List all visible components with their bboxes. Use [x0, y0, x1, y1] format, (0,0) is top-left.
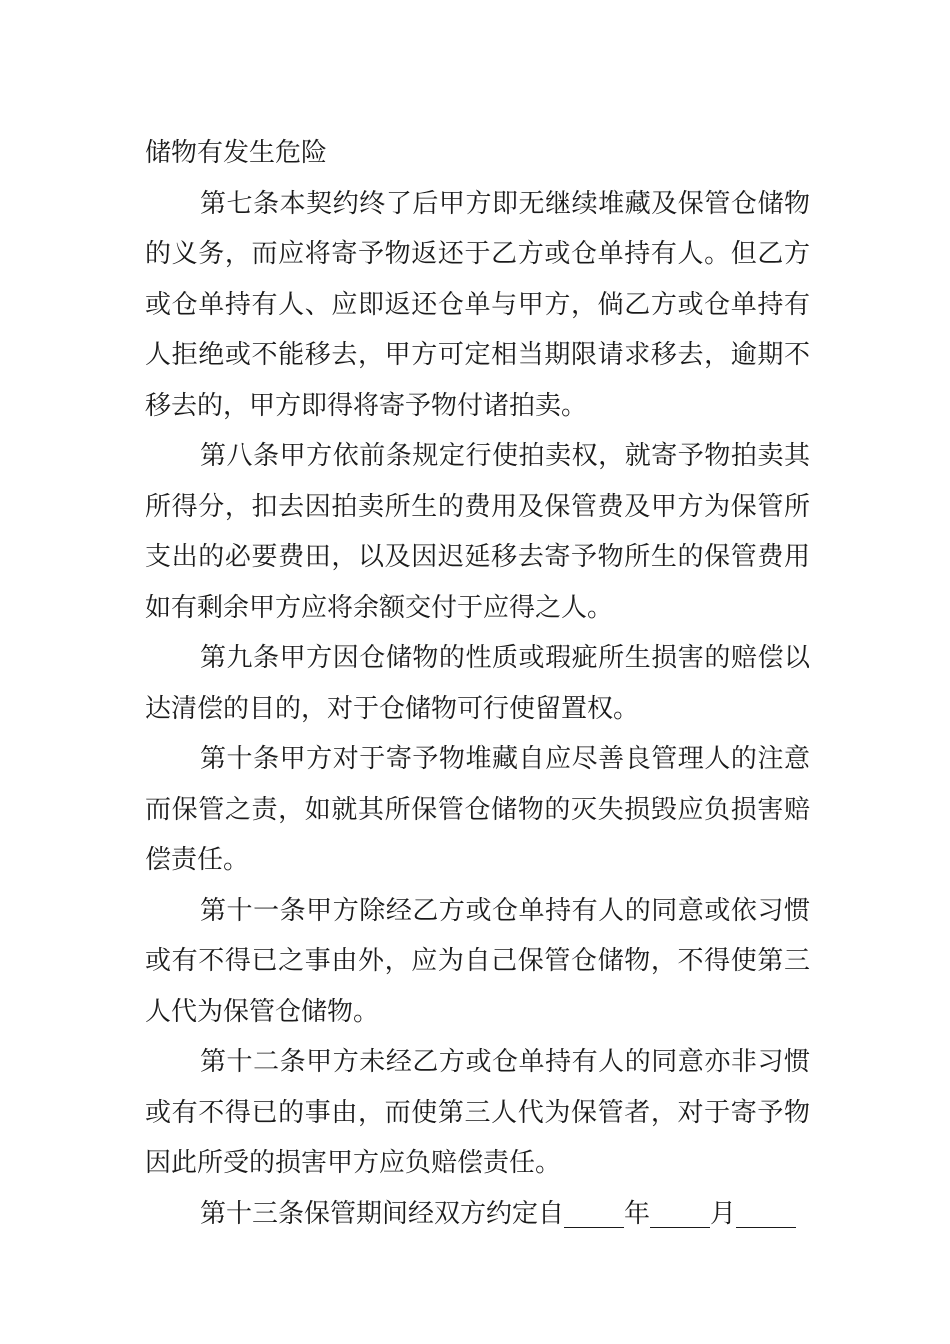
text-line: 人代为保管仓储物。 — [145, 996, 380, 1027]
paragraph-article-13 — [145, 1189, 810, 1240]
text-line: 第十一条甲方除经乙方或仓单持有人的同意或依习惯 — [200, 895, 810, 926]
text-line — [145, 1189, 810, 1240]
month-label: 月 — [710, 1198, 737, 1229]
document-body — [145, 128, 810, 1239]
paragraph-article-12 — [145, 1037, 810, 1189]
text-line: 支出的必要费田，以及因迟延移去寄予物所生的保管费用 — [145, 542, 810, 572]
text-line: 储物有发生危险 — [145, 138, 328, 168]
text-line: 或仓单持有人、应即返还仓单与甲方，倘乙方或仓单持有 — [145, 289, 810, 320]
month-blank — [650, 1199, 710, 1228]
text-line: 的义务，而应将寄予物返还于乙方或仓单持有人。但乙方 — [145, 239, 810, 269]
day-blank — [736, 1199, 796, 1228]
text-line: 如有剩余甲方应将余额交付于应得之人。 — [145, 592, 614, 623]
paragraph-article-7 — [145, 179, 810, 432]
text-line: 移去的，甲方即得将寄予物付诸拍卖。 — [145, 390, 588, 421]
text-line: 第八条甲方依前条规定行使拍卖权，就寄予物拍卖其 — [200, 441, 810, 471]
paragraph-article-11 — [145, 886, 810, 1038]
text-line: 而保管之责，如就其所保管仓储物的灭失损毁应负损害赔 — [145, 794, 810, 825]
text-line: 所得分，扣去因拍卖所生的费用及保管费及甲方为保管所 — [145, 491, 810, 522]
paragraph-continuation — [145, 128, 810, 179]
paragraph-article-10 — [145, 734, 810, 886]
year-blank — [564, 1199, 624, 1228]
paragraph-article-8 — [145, 431, 810, 633]
text-line: 或有不得已之事由外，应为自己保管仓储物，不得使第三 — [145, 946, 810, 976]
text-line: 第十二条甲方未经乙方或仓单持有人的同意亦非习惯 — [200, 1047, 810, 1077]
text-line: 或有不得已的事由，而使第三人代为保管者，对于寄予物 — [145, 1097, 810, 1128]
text-line: 达清偿的目的，对于仓储物可行使留置权。 — [145, 693, 640, 724]
paragraph-article-9 — [145, 633, 810, 734]
text-line: 第七条本契约终了后甲方即无继续堆藏及保管仓储物 — [200, 188, 810, 219]
text-line: 人拒绝或不能移去，甲方可定相当期限请求移去，逾期不 — [145, 340, 810, 370]
text-line: 因此所受的损害甲方应负赔偿责任。 — [145, 1148, 562, 1178]
article-13-prefix: 第十三条保管期间经双方约定自 — [200, 1198, 565, 1229]
year-label: 年 — [624, 1198, 651, 1229]
text-line: 偿责任。 — [145, 845, 250, 875]
text-line: 第九条甲方因仓储物的性质或瑕疵所生损害的赔偿以 — [200, 643, 810, 673]
text-line: 第十条甲方对于寄予物堆藏自应尽善良管理人的注意 — [200, 744, 810, 774]
